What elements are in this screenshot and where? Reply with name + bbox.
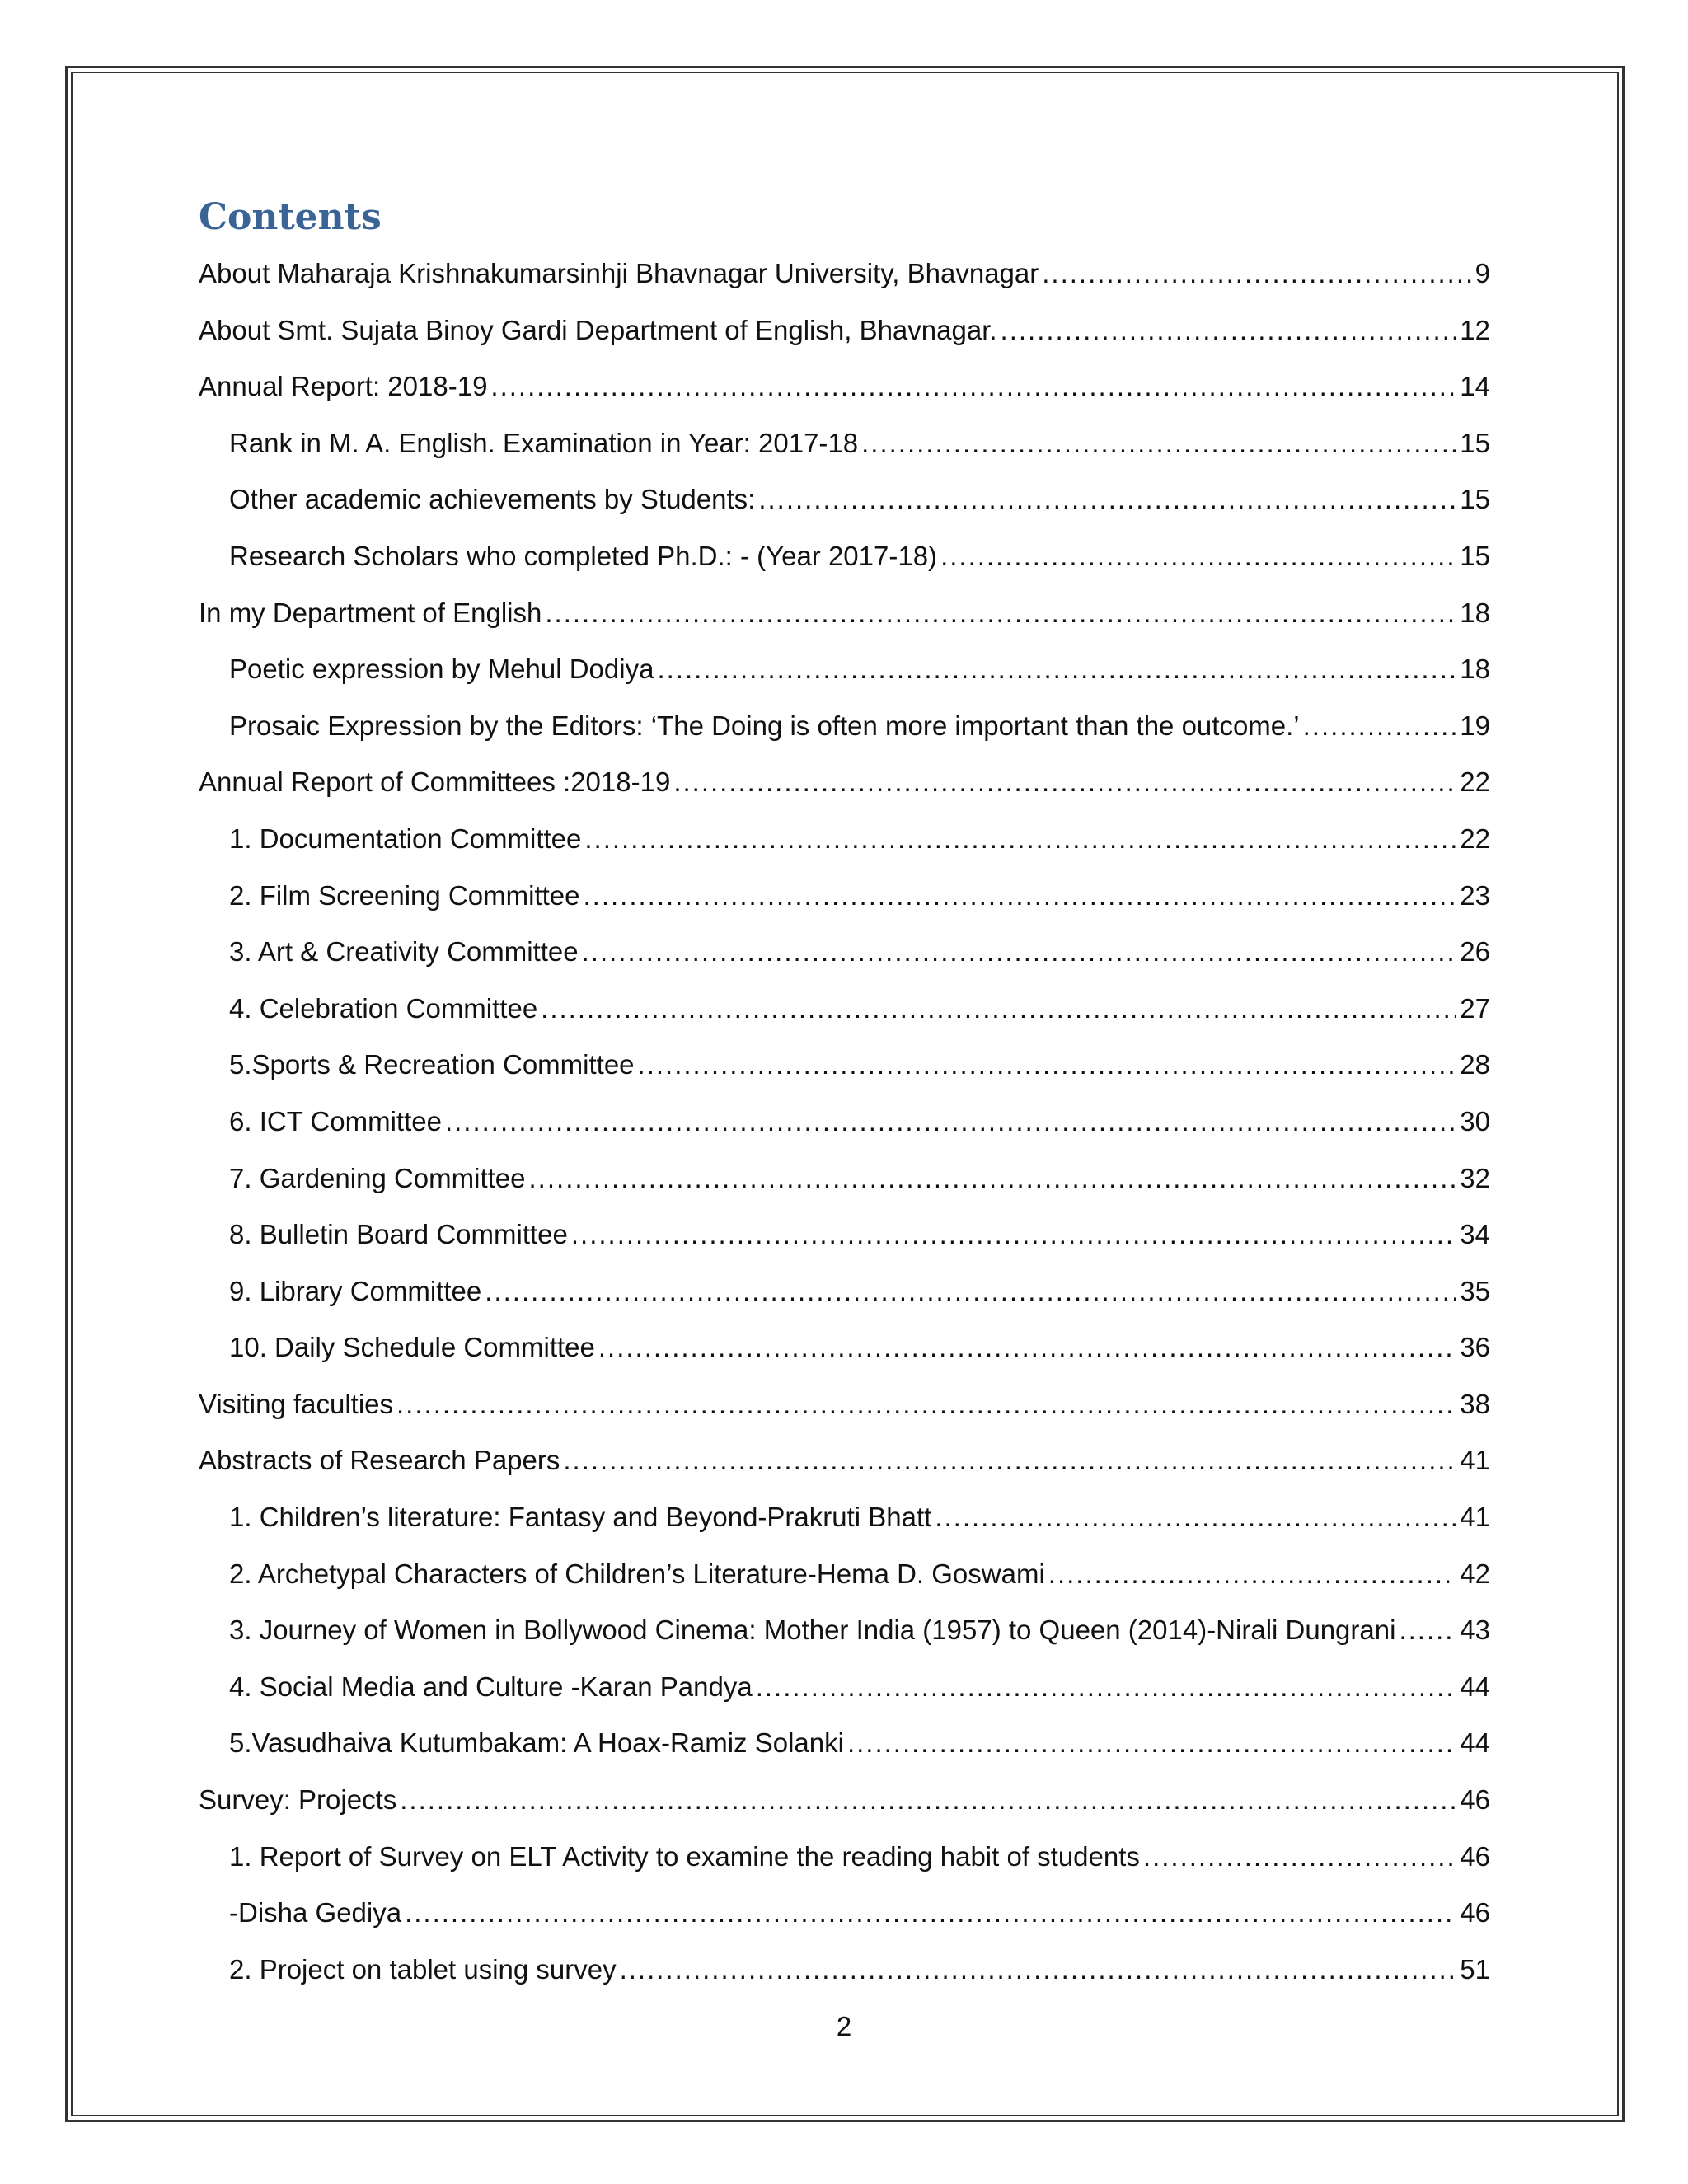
- dot-leader: [1399, 1602, 1456, 1659]
- dot-leader: [673, 754, 1456, 811]
- dot-leader: [861, 415, 1456, 472]
- toc-entry-title: Other academic achievements by Students:: [229, 484, 756, 515]
- toc-entry-page: 46: [1460, 1840, 1490, 1872]
- toc-entry[interactable]: [199, 359, 1490, 415]
- toc-entry-title: 3. Art & Creativity Committee: [229, 936, 579, 968]
- dot-leader: [400, 1772, 1456, 1829]
- toc-entry[interactable]: [199, 698, 1490, 755]
- toc-entry-title: 10. Daily Schedule Committee: [229, 1332, 595, 1363]
- toc-entry-page: 35: [1460, 1275, 1490, 1306]
- toc-entry-page: 18: [1460, 654, 1490, 685]
- toc-entry[interactable]: [199, 924, 1490, 981]
- dot-leader: [758, 471, 1456, 528]
- toc-entry-title: 4. Celebration Committee: [229, 992, 538, 1024]
- toc-entry-title: 2. Film Screening Committee: [229, 879, 580, 911]
- dot-leader: [583, 868, 1456, 925]
- toc-entry-title: 6. ICT Committee: [229, 1105, 442, 1137]
- toc-entry[interactable]: [199, 1489, 1490, 1546]
- toc-entry-page: 22: [1460, 766, 1490, 798]
- toc-entry[interactable]: [199, 415, 1490, 472]
- toc-entry[interactable]: [199, 1602, 1490, 1659]
- dot-leader: [582, 924, 1457, 981]
- toc-entry[interactable]: [199, 1037, 1490, 1094]
- toc-entry-title: 2. Archetypal Characters of Children’s Literature-Hema D. Goswami: [229, 1558, 1045, 1589]
- toc-entry-page: 12: [1460, 314, 1490, 345]
- page-number: 2: [836, 2011, 852, 2041]
- dot-leader: [563, 1432, 1456, 1489]
- dot-leader: [1303, 698, 1457, 755]
- toc-entry-page: 15: [1460, 427, 1490, 458]
- toc-entry[interactable]: [199, 1376, 1490, 1433]
- toc-entry-title: 1. Children’s literature: Fantasy and Beyond-Prakruti Bhatt: [229, 1502, 932, 1533]
- toc-entry-title: 8. Bulletin Board Committee: [229, 1219, 568, 1250]
- dot-leader: [935, 1489, 1456, 1546]
- toc-entry-title: About Maharaja Krishnakumarsinhji Bhavnagar University, Bhavnagar: [199, 258, 1039, 288]
- toc-entry-title: Prosaic Expression by the Editors: ‘The Doing is often more important than the outcome.’: [229, 710, 1300, 741]
- dot-leader: [1042, 246, 1471, 302]
- toc-entry[interactable]: [199, 1942, 1490, 1999]
- toc-entry-title: -Disha Gediya: [229, 1897, 402, 1929]
- toc-entry-page: 23: [1460, 879, 1490, 911]
- toc-entry-page: 18: [1460, 597, 1490, 628]
- dot-leader: [405, 1885, 1456, 1942]
- toc-entry-page: 15: [1460, 484, 1490, 515]
- toc-entry[interactable]: [199, 811, 1490, 868]
- dot-leader: [657, 641, 1456, 698]
- toc-entry[interactable]: [199, 1659, 1490, 1716]
- table-of-contents: [199, 246, 1490, 1998]
- toc-entry-page: 42: [1460, 1558, 1490, 1589]
- dot-leader: [485, 1263, 1456, 1320]
- toc-entry-title: 7. Gardening Committee: [229, 1162, 526, 1193]
- dot-leader: [756, 1659, 1457, 1716]
- toc-entry-page: 9: [1475, 258, 1490, 288]
- toc-entry[interactable]: [199, 1885, 1490, 1942]
- toc-entry[interactable]: [199, 754, 1490, 811]
- toc-entry[interactable]: [199, 528, 1490, 585]
- toc-entry-title: Survey: Projects: [199, 1784, 397, 1816]
- toc-entry[interactable]: [199, 1151, 1490, 1207]
- toc-entry[interactable]: [199, 1263, 1490, 1320]
- contents-title: Contents: [199, 196, 382, 238]
- toc-entry-title: Visiting faculties: [199, 1388, 394, 1419]
- toc-entry[interactable]: [199, 641, 1490, 698]
- toc-entry-page: 38: [1460, 1388, 1490, 1419]
- toc-entry[interactable]: [199, 585, 1490, 642]
- toc-entry[interactable]: [199, 868, 1490, 925]
- toc-entry-page: 30: [1460, 1105, 1490, 1137]
- toc-entry-title: Research Scholars who completed Ph.D.: - (Year 2017-18): [229, 540, 938, 571]
- dot-leader: [541, 981, 1456, 1038]
- dot-leader: [490, 359, 1456, 415]
- dot-leader: [620, 1942, 1457, 1999]
- toc-entry-title: 2. Project on tablet using survey: [229, 1953, 617, 1985]
- toc-entry[interactable]: [199, 1432, 1490, 1489]
- toc-entry[interactable]: [199, 1772, 1490, 1829]
- dot-leader: [847, 1715, 1456, 1772]
- toc-entry-page: 14: [1460, 371, 1490, 402]
- toc-entry[interactable]: [199, 471, 1490, 528]
- toc-entry-page: 15: [1460, 540, 1490, 571]
- toc-entry[interactable]: [199, 981, 1490, 1038]
- dot-leader: [571, 1207, 1456, 1263]
- toc-entry-page: 46: [1460, 1897, 1490, 1929]
- dot-leader: [638, 1037, 1457, 1094]
- toc-entry-title: Poetic expression by Mehul Dodiya: [229, 654, 654, 685]
- toc-entry[interactable]: [199, 1207, 1490, 1263]
- toc-entry[interactable]: [199, 302, 1490, 359]
- toc-entry-title: 1. Report of Survey on ELT Activity to examine the reading habit of students: [229, 1840, 1140, 1872]
- toc-entry-title: In my Department of English: [199, 597, 542, 628]
- dot-leader: [598, 1319, 1456, 1376]
- toc-entry-page: 22: [1460, 823, 1490, 854]
- toc-entry-page: 36: [1460, 1332, 1490, 1363]
- dot-leader: [445, 1094, 1456, 1151]
- toc-entry-title: 1. Documentation Committee: [229, 823, 582, 854]
- toc-entry[interactable]: [199, 1094, 1490, 1151]
- toc-entry[interactable]: [199, 1319, 1490, 1376]
- dot-leader: [1143, 1829, 1456, 1886]
- toc-entry-title: 5.Sports & Recreation Committee: [229, 1049, 635, 1080]
- toc-entry[interactable]: [199, 246, 1490, 302]
- toc-entry-page: 26: [1460, 936, 1490, 968]
- toc-entry-page: 43: [1460, 1615, 1490, 1646]
- dot-leader: [940, 528, 1456, 585]
- toc-entry-title: Abstracts of Research Papers: [199, 1445, 560, 1476]
- toc-entry-page: 44: [1460, 1727, 1490, 1759]
- toc-entry-page: 27: [1460, 992, 1490, 1024]
- toc-entry-title: 9. Library Committee: [229, 1275, 482, 1306]
- toc-entry-page: 34: [1460, 1219, 1490, 1250]
- dot-leader: [584, 811, 1456, 868]
- toc-entry-page: 46: [1460, 1784, 1490, 1816]
- dot-leader: [529, 1151, 1457, 1207]
- dot-leader: [545, 585, 1456, 642]
- toc-entry-page: 41: [1460, 1445, 1490, 1476]
- toc-entry-title: 4. Social Media and Culture -Karan Pandya: [229, 1671, 753, 1702]
- toc-entry-title: Annual Report of Committees :2018-19: [199, 766, 671, 798]
- dot-leader: [396, 1376, 1456, 1433]
- toc-entry[interactable]: [199, 1546, 1490, 1603]
- toc-entry-title: Annual Report: 2018-19: [199, 371, 488, 402]
- toc-entry[interactable]: [199, 1829, 1490, 1886]
- toc-entry-page: 28: [1460, 1049, 1490, 1080]
- toc-entry-title: Rank in M. A. English. Examination in Year: 2017-18: [229, 427, 859, 458]
- toc-entry-page: 51: [1460, 1953, 1490, 1985]
- toc-entry-page: 44: [1460, 1671, 1490, 1702]
- dot-leader: [1048, 1546, 1456, 1603]
- toc-entry-page: 41: [1460, 1502, 1490, 1533]
- dot-leader: [1001, 302, 1457, 359]
- toc-entry-title: 3. Journey of Women in Bollywood Cinema: Mother India (1957) to Queen (2014)-Nirali Dungrani: [229, 1615, 1396, 1646]
- toc-entry-page: 32: [1460, 1162, 1490, 1193]
- toc-entry-title: 5.Vasudhaiva Kutumbakam: A Hoax-Ramiz Solanki: [229, 1727, 844, 1759]
- toc-entry-title: About Smt. Sujata Binoy Gardi Department of English, Bhavnagar.: [199, 314, 997, 345]
- toc-entry-page: 19: [1460, 710, 1490, 741]
- toc-entry[interactable]: [199, 1715, 1490, 1772]
